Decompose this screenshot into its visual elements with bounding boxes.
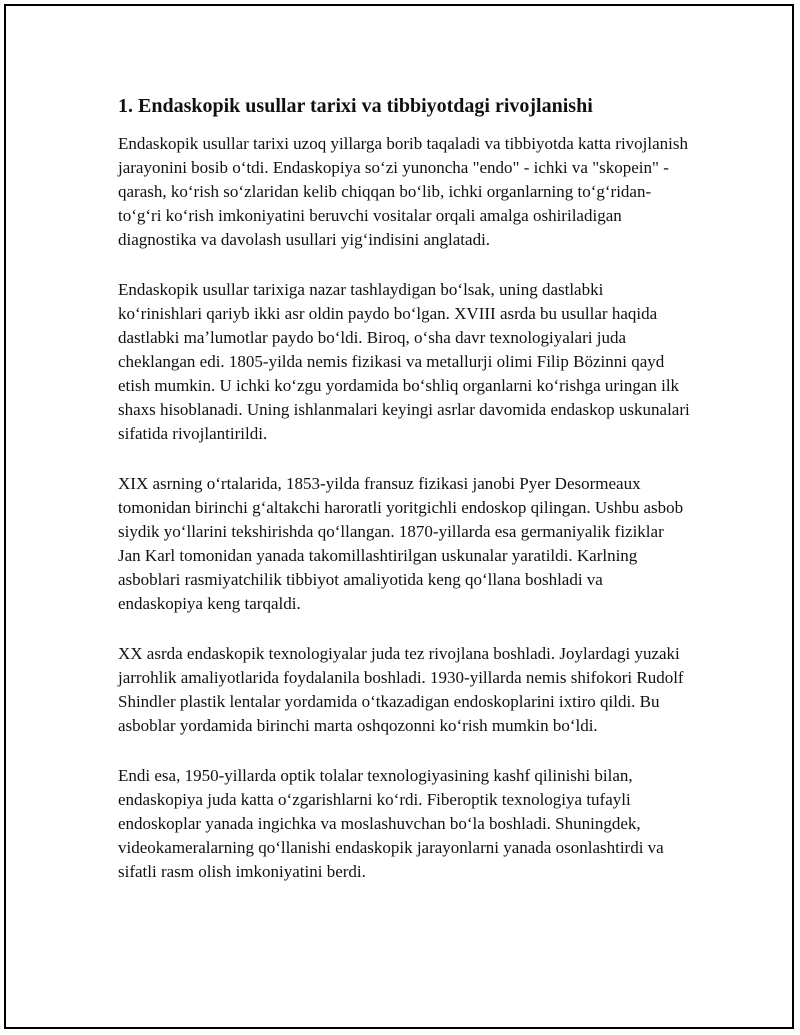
paragraph-3: XIX asrning oʻrtalarida, 1853-yilda fransuz fizikasi janobi Pyer Desormeaux tomonidan birinchi gʻaltakchi haroratli yoritgichli endoskop qilingan. Ushbu asbob siydik yoʻllarini tekshirishda qoʻllangan. 1870-yillarda esa germaniyalik fiziklar Jan Karl tomonidan yanada takomillashtirilgan uskunalar yaratildi. Karlning asboblari rasmiyatchilik tibbiyot amaliyotida keng qoʻllana boshladi va endaskopiya keng tarqaldi. (118, 474, 684, 613)
section-heading: 1. Endaskopik usullar tarixi va tibbiyotdagi rivojlanishi (118, 95, 593, 117)
paragraph-5: Endi esa, 1950-yillarda optik tolalar texnologiyasining kashf qilinishi bilan, endaskopiya juda katta oʻzgarishlarni koʻrdi. Fiberoptik texnologiya tufayli endoskoplar yanada ingichka va moslashuvchan boʻla boshladi. Shuningdek, videokameralarning qoʻllanishi endaskopik jarayonlarni yanada osonlashtirdi va sifatli rasm olish imkoniyatini berdi. (118, 766, 664, 881)
paragraph-2: Endaskopik usullar tarixiga nazar tashlaydigan boʻlsak, uning dastlabki koʻrinishlari qariyb ikki asr oldin paydo boʻlgan. XVIII asrda bu usullar haqida dastlabki maʼlumotlar paydo boʻldi. Biroq, oʻsha davr texnologiyalari juda cheklangan edi. 1805-yilda nemis fizikasi va metallurji olimi Filip Bözinni qayd etish mumkin. U ichki koʻzgu yordamida boʻshliq organlarni koʻrishga uringan ilk shaxs hisoblanadi. Uning ishlanmalari keyingi asrlar davomida endaskop uskunalari sifatida rivojlantirildi. (118, 280, 690, 443)
paragraph-1: Endaskopik usullar tarixi uzoq yillarga borib taqaladi va tibbiyotda katta rivojlanish jarayonini bosib oʻtdi. Endaskopiya soʻzi yunoncha "endo" - ichki va "skopein" - qarash, koʻrish soʻzlaridan kelib chiqqan boʻlib, ichki organlarning toʻgʻridan-toʻgʻri koʻrish imkoniyatini beruvchi vositalar orqali amalga oshiriladigan diagnostika va davolash usullari yigʻindisini anglatadi. (118, 134, 688, 249)
paragraph-4: XX asrda endaskopik texnologiyalar juda tez rivojlana boshladi. Joylardagi yuzaki jarrohlik amaliyotlarida foydalanila boshladi. 1930-yillarda nemis shifokori Rudolf Shindler plastik lentalar yordamida oʻtkazadigan endoskoplarini ixtiro qildi. Bu asboblar yordamida birinchi marta oshqozonni koʻrish mumkin boʻldi. (118, 644, 684, 735)
document-body (118, 94, 690, 910)
